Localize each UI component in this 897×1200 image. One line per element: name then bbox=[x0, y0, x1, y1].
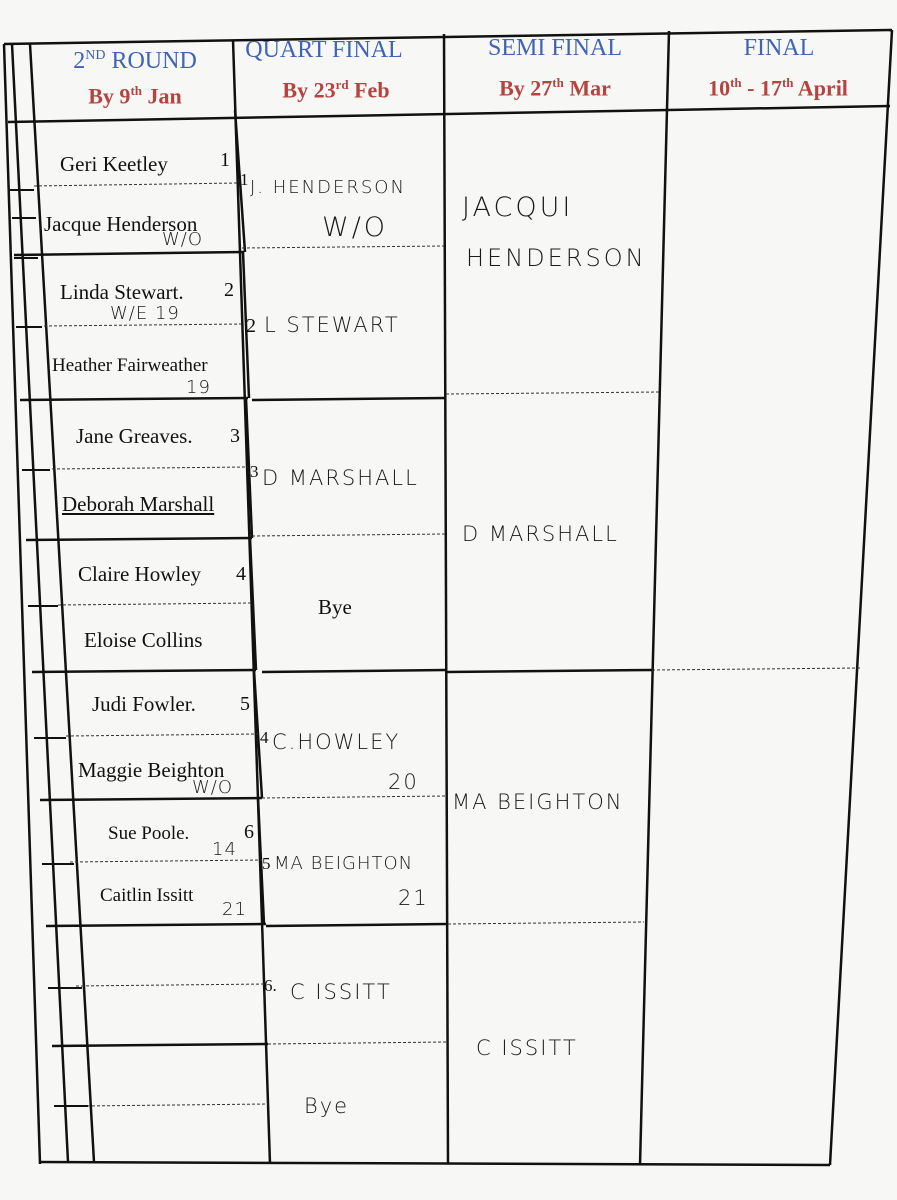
result-note: W/O bbox=[322, 212, 389, 243]
header-round2-title: 2ND ROUND bbox=[73, 48, 197, 74]
semi-winner: HENDERSON bbox=[466, 244, 647, 272]
seed-number: 1 bbox=[220, 149, 230, 171]
player-name: Jacque Henderson bbox=[44, 212, 198, 236]
result-note: W/E 19 bbox=[110, 303, 180, 324]
header-quarter-date: By 23rd Feb bbox=[282, 77, 390, 103]
seed-number: 5 bbox=[240, 693, 250, 715]
header-semi-date: By 27th Mar bbox=[499, 75, 611, 101]
player-name: Maggie Beighton bbox=[78, 758, 225, 782]
header-semi-title: SEMI FINAL bbox=[487, 35, 622, 61]
player-name: Linda Stewart. bbox=[60, 280, 184, 304]
result-note: W/O bbox=[162, 229, 204, 250]
header-round2-date: By 9th Jan bbox=[88, 83, 182, 109]
result-note: W/O bbox=[192, 777, 234, 798]
seed-number: 3 bbox=[250, 462, 259, 481]
seed-number: 4 bbox=[260, 728, 269, 747]
result-note: 21 bbox=[398, 886, 429, 910]
header-final-title: FINAL bbox=[743, 35, 815, 61]
seed-number: 6 bbox=[244, 821, 254, 843]
player-name: Eloise Collins bbox=[84, 628, 203, 652]
player-name: Sue Poole. bbox=[108, 823, 190, 844]
player-name: Caitlin Issitt bbox=[100, 885, 194, 906]
player-name: Heather Fairweather bbox=[52, 355, 208, 376]
player-name: Deborah Marshall bbox=[62, 492, 215, 516]
seed-number: 2 bbox=[246, 315, 256, 337]
seed-number: 3 bbox=[230, 425, 240, 447]
header-final-date: 10th - 17th April bbox=[708, 75, 848, 101]
player-name: Jane Greaves. bbox=[76, 424, 193, 448]
seed-number: 2 bbox=[224, 279, 234, 301]
semi-winner: MA BEIGHTON bbox=[452, 790, 624, 814]
semi-winner: JACQUI bbox=[462, 192, 574, 223]
result-note: 14 bbox=[212, 839, 237, 860]
player-name: Claire Howley bbox=[78, 562, 202, 586]
seed-number: 4 bbox=[236, 563, 246, 585]
result-note: 21 bbox=[222, 899, 247, 920]
quarter-winner: C.HOWLEY bbox=[272, 730, 401, 754]
seed-number: 5 bbox=[262, 854, 271, 873]
seed-number: 1 bbox=[240, 170, 249, 189]
seed-number: 6. bbox=[264, 976, 277, 995]
quarter-winner: C ISSITT bbox=[290, 980, 392, 1004]
quarter-winner: D MARSHALL bbox=[262, 466, 419, 490]
bye-label: Bye bbox=[318, 595, 352, 619]
bye-label: Bye bbox=[304, 1094, 350, 1118]
player-name: Geri Keetley bbox=[60, 152, 168, 176]
semi-winner: C ISSITT bbox=[476, 1036, 578, 1060]
result-note: 19 bbox=[186, 377, 211, 398]
quarter-winner: L STEWART bbox=[264, 313, 400, 337]
result-note: 20 bbox=[388, 770, 419, 794]
quarter-winner: J. HENDERSON bbox=[250, 177, 406, 198]
player-name: Judi Fowler. bbox=[92, 692, 196, 716]
header-quarter-title: QUART FINAL bbox=[245, 37, 403, 63]
quarter-winner: MA BEIGHTON bbox=[274, 853, 414, 874]
semi-winner: D MARSHALL bbox=[462, 522, 619, 546]
